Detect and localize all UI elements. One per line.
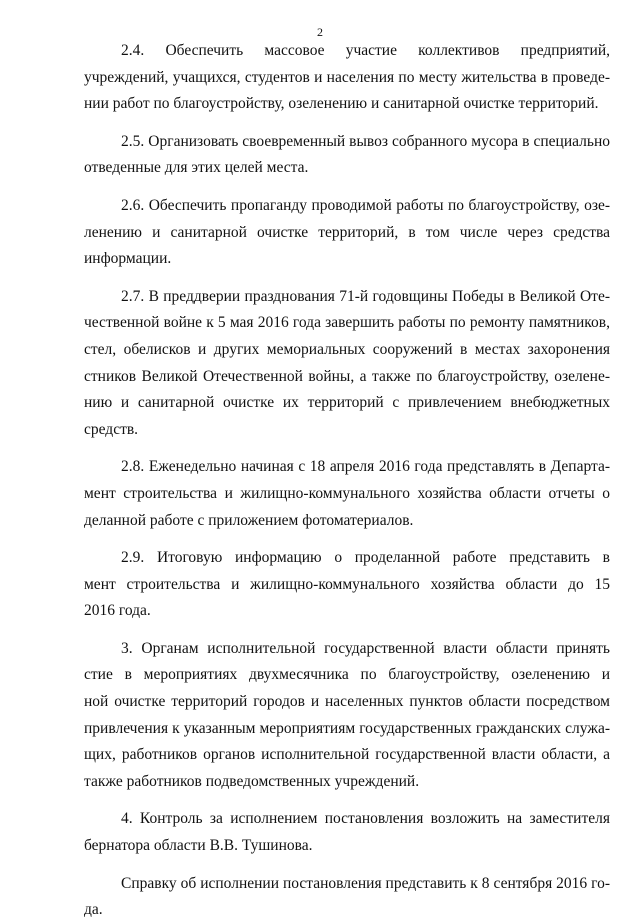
text-line: ной очистке территорий городов и населенных пунктов области посредством	[84, 693, 610, 711]
paragraph-gap	[84, 273, 610, 284]
text-line: информации.	[84, 250, 172, 268]
text-line: мент строительства и жилищно-коммунального хозяйства области отчеты о	[84, 484, 610, 502]
paragraph	[84, 38, 610, 118]
text-line: стников Великой Отечественной войны, а также по благоустройству, озелене-	[84, 367, 610, 385]
paragraph-gap	[84, 182, 610, 193]
text-line: учреждений, учащихся, студентов и населения по месту жительства в проведе-	[84, 68, 610, 86]
paragraph-gap	[84, 625, 610, 636]
paragraph	[84, 193, 610, 273]
paragraph	[84, 454, 610, 534]
text-line: бернатора области В.В. Тушинова.	[84, 837, 313, 855]
text-line: 2.7. В преддверии празднования 71-й годовщины Победы в Великой Оте-	[121, 287, 610, 305]
text-line: стел, обелисков и других мемориальных сооружений в местах захоронения	[84, 340, 610, 358]
text-line: 2.6. Обеспечить пропаганду проводимой работы по благоустройству, озе-	[121, 196, 610, 214]
text-line: отведенные для этих целей места.	[84, 159, 309, 177]
paragraph	[84, 545, 610, 625]
text-line: 2.5. Организовать своевременный вывоз собранного мусора в специально	[121, 132, 610, 150]
text-line: 2016 года.	[84, 602, 151, 620]
text-line: средств.	[84, 420, 139, 438]
text-line: щих, работников органов исполнительной государственной власти области, а	[84, 746, 610, 764]
text-line: также работников подведомственных учреждений.	[84, 772, 420, 790]
text-line: чественной войне к 5 мая 2016 года завершить работы по ремонту памятников,	[84, 314, 610, 332]
paragraph	[84, 284, 610, 444]
text-line: мент строительства и жилищно-коммунального хозяйства области до 15	[84, 575, 610, 593]
text-line: 3. Органам исполнительной государственной власти области принять	[121, 639, 610, 657]
text-line: деланной работе с приложением фотоматериалов.	[84, 511, 414, 529]
text-line: 2.9. Итоговую информацию о проделанной работе представить в	[121, 549, 610, 567]
paragraph	[84, 806, 610, 859]
text-line: Справку об исполнении постановления представить к 8 сентября 2016 го-	[121, 874, 610, 892]
document-body	[84, 38, 610, 924]
paragraph	[84, 636, 610, 796]
text-line: 4. Контроль за исполнением постановления возложить на заместителя	[121, 810, 610, 828]
text-line: ленению и санитарной очистке территорий, в том числе через средства	[84, 223, 610, 241]
text-line: да.	[84, 901, 103, 919]
text-line: привлечения к указанным мероприятиям государственных гражданских служа-	[84, 719, 610, 737]
text-line: 2.4. Обеспечить массовое участие коллективов предприятий,	[121, 42, 610, 59]
paragraph	[84, 129, 610, 182]
paragraph-gap	[84, 534, 610, 545]
paragraph	[84, 871, 610, 924]
paragraph-gap	[84, 443, 610, 454]
paragraph-gap	[84, 860, 610, 871]
text-line: нию и санитарной очистке их территорий с привлечением внебюджетных	[84, 394, 610, 412]
paragraph-gap	[84, 118, 610, 129]
text-line: нии работ по благоустройству, озеленению и санитарной очистке территорий.	[84, 95, 599, 113]
paragraph-gap	[84, 795, 610, 806]
page-number: 2	[317, 25, 323, 39]
text-line: 2.8. Еженедельно начиная с 18 апреля 2016 года представлять в Департа-	[121, 458, 610, 476]
text-line: стие в мероприятиях двухмесячника по благоустройству, озеленению и	[84, 666, 610, 684]
